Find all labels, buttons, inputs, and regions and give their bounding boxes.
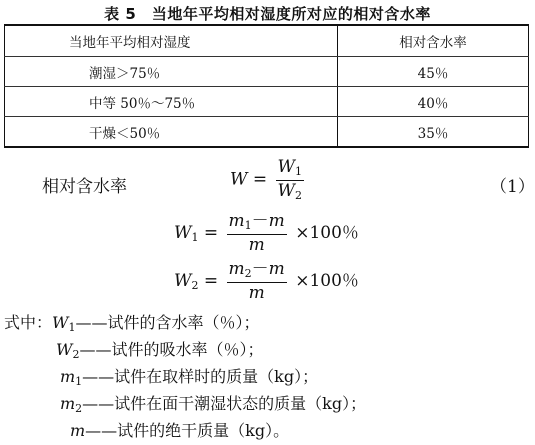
formula-1-lhs: W (230, 169, 248, 190)
formula-1-label: 相对含水率 (42, 177, 127, 197)
table-cell-moisture: 40％ (338, 87, 529, 117)
formula-1-denominator: $W_2$ (277, 180, 303, 202)
humidity-moisture-table (4, 24, 529, 148)
table-cell-humidity: 干燥＜50％ (5, 117, 338, 148)
formula-1-number: （1） (490, 177, 535, 197)
table-row (5, 117, 529, 148)
table-cell-humidity: 潮湿＞75％ (5, 57, 338, 87)
definition-row: $m_2——$试件在面干潮湿状态的质量（kg）； (60, 394, 367, 415)
formula-1-numerator: $W_1$ (276, 159, 304, 181)
formula-2-times: ×100％ (295, 223, 359, 244)
column-header-humidity: 当地年平均相对湿度 (5, 25, 338, 57)
definition-row: $W_2——$试件的吸水率（％）； (56, 340, 264, 361)
definition-row: $m_1——$试件在取样时的质量（kg）； (60, 367, 319, 388)
definition-row: m——试件的绝干质量（kg）。 (70, 421, 290, 440)
formula-2: $W_1$ = $\frac{m_1-m}{m}$ ×100％ (174, 211, 359, 255)
formula-2-denominator: m (248, 234, 265, 255)
formula-3-fraction (227, 261, 287, 302)
formula-3-numerator: $m_2-m$ (227, 261, 287, 283)
formula-1-fraction (276, 159, 304, 201)
table-cell-moisture: 45％ (338, 57, 529, 87)
formula-2-numerator: $m_1-m$ (227, 213, 287, 235)
table-cell-humidity: 中等 50％～75％ (5, 87, 338, 117)
formula-3-times: ×100％ (295, 271, 359, 292)
formula-3: $W_2$ = $\frac{m_2-m}{m}$ ×100％ (174, 259, 359, 303)
table-row (5, 57, 529, 87)
table-caption: 表 5 当地年平均相对湿度所对应的相对含水率 (104, 5, 431, 23)
formula-1 (230, 159, 307, 201)
column-header-moisture: 相对含水率 (338, 25, 529, 57)
table-header-row (5, 25, 529, 57)
table-row (5, 87, 529, 117)
table-cell-moisture: 35％ (338, 117, 529, 148)
formula-1-eq: = (252, 169, 268, 190)
definition-row: 式中：$W_1——$试件的含水率（％）； (4, 313, 260, 334)
definitions-intro: 式中： (4, 313, 53, 332)
formula-3-denominator: m (248, 282, 265, 303)
formula-2-fraction (227, 213, 287, 254)
